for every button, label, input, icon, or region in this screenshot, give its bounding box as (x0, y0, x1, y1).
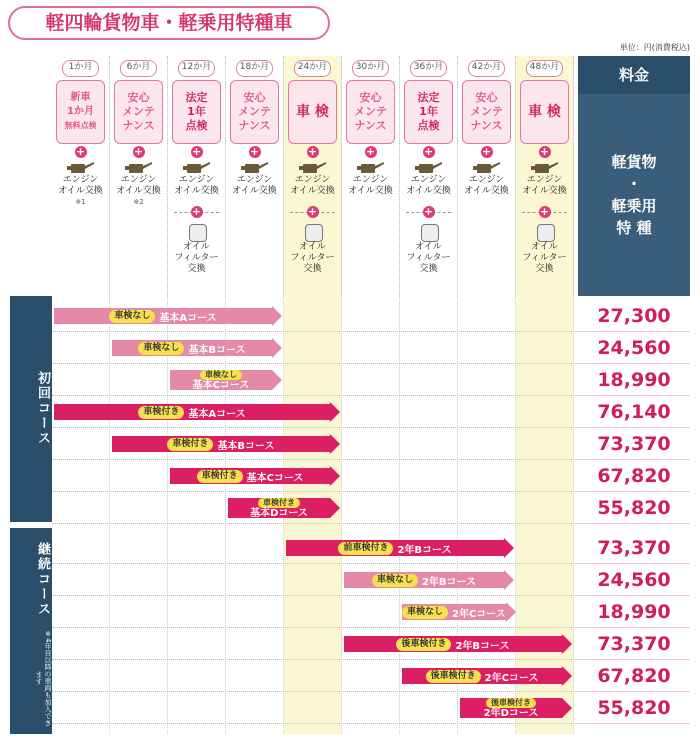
oil-filter-icon (537, 224, 555, 242)
arrow-head (504, 538, 514, 558)
course-tag: 車検付き (258, 498, 300, 508)
month-label: 12か月 (178, 60, 215, 77)
month-label: 30か月 (352, 60, 389, 77)
service-text: メンテ (470, 105, 503, 118)
schedule-column (284, 56, 342, 296)
course-arrow (228, 498, 340, 518)
service-text: 車 検 (296, 104, 329, 120)
filter-change-label (516, 242, 573, 275)
first-course-text: 初回コース (35, 371, 50, 446)
oil-change-text: オイル交換 (58, 186, 103, 196)
oil-change-text: オイル交換 (174, 186, 219, 196)
course-arrow-body (54, 404, 330, 420)
course-label: 2年Cコース (452, 608, 506, 620)
service-text: 点検 (417, 119, 440, 132)
oil-change-text: エンジン (62, 175, 99, 185)
service-text: 無料点検 (64, 121, 97, 130)
service-text: メンテ (354, 105, 387, 118)
price-category-line: 軽貨物 (611, 153, 657, 171)
course-label: 2年Dコース (483, 707, 539, 719)
plus-icon: + (191, 145, 202, 158)
course-tag: 車検付き (197, 470, 243, 483)
service-text: 点検 (185, 119, 208, 132)
filter-change-text: フィルター (522, 253, 567, 263)
service-box (346, 80, 395, 144)
course-price: 67,820 (578, 660, 690, 692)
course-label: 基本Aコース (159, 312, 217, 324)
schedule-column (400, 56, 458, 296)
arrow-head (330, 466, 340, 486)
arrow-head (330, 498, 340, 518)
service-text: 安心 (243, 91, 266, 104)
course-arrow-body (286, 540, 504, 556)
oil-change-text: オイル交換 (290, 186, 335, 196)
arrow-head (272, 306, 282, 326)
service-box (520, 80, 569, 144)
course-arrow (344, 570, 514, 590)
oil-change-text: オイル交換 (464, 186, 509, 196)
course-arrow (344, 634, 572, 654)
course-price: 18,990 (578, 596, 690, 628)
course-arrow (54, 306, 282, 326)
service-box (462, 80, 511, 144)
oil-change-label (110, 175, 167, 208)
course-tag: 前車検付き (338, 542, 393, 555)
schedule-column (168, 56, 226, 296)
filter-change-text: オイル (531, 242, 558, 252)
schedule-column (52, 56, 110, 296)
oil-change-text: エンジン (178, 175, 215, 185)
course-tag: 後車検付き (396, 638, 451, 651)
month-label: 48か月 (526, 60, 563, 77)
plus-icon: + (249, 145, 260, 158)
oil-change-label (516, 175, 573, 197)
course-arrow (170, 370, 282, 390)
course-price: 18,990 (578, 364, 690, 396)
service-text: 安心 (127, 91, 150, 104)
filter-change-text: 交換 (535, 264, 554, 274)
course-arrow (460, 698, 572, 718)
service-text: 1年 (419, 105, 438, 118)
unit-note: 単位：円(消費税込) (619, 43, 690, 52)
course-arrow (54, 402, 340, 422)
continue-course-label (10, 528, 52, 734)
arrow-head (562, 666, 572, 686)
service-text: 安心 (359, 91, 382, 104)
month-label: 42か月 (468, 60, 505, 77)
course-price: 73,370 (578, 628, 690, 660)
plus-icon: + (539, 205, 550, 218)
course-tag: 車検なし (372, 574, 418, 587)
course-price: 24,560 (578, 564, 690, 596)
price-category-line: 特 種 (616, 219, 652, 237)
course-arrow-body (402, 604, 506, 620)
filter-change-label (400, 242, 457, 275)
course-price: 73,370 (578, 428, 690, 460)
course-tag: 車検付き (138, 406, 184, 419)
plus-icon: + (365, 145, 376, 158)
arrow-head (272, 338, 282, 358)
course-tag: 後車検付き (426, 670, 481, 683)
course-arrow-body (344, 572, 504, 588)
service-text: 車 検 (528, 104, 561, 120)
course-price: 27,300 (578, 300, 690, 332)
oil-change-label (458, 175, 515, 197)
oil-note: ※1 (75, 198, 86, 206)
plus-icon: + (423, 205, 434, 218)
course-label: 基本Cコース (246, 472, 304, 484)
continue-course-text: 継続コース (35, 542, 50, 617)
course-arrow (112, 338, 282, 358)
filter-change-text: オイル (183, 242, 210, 252)
month-label: 36か月 (410, 60, 447, 77)
filter-change-text: オイル (415, 242, 442, 252)
course-label: 2年Bコース (397, 544, 452, 556)
course-price: 76,140 (578, 396, 690, 428)
course-label: 基本Bコース (217, 440, 275, 452)
service-box (172, 80, 221, 144)
course-tag: 車検なし (109, 310, 155, 323)
month-label: 1か月 (62, 60, 99, 77)
oil-change-text: エンジン (352, 175, 389, 185)
oil-change-text: エンジン (120, 175, 157, 185)
course-label: 2年Cコース (484, 672, 539, 684)
oil-change-text: オイル交換 (406, 186, 451, 196)
oil-filter-icon (421, 224, 439, 242)
oil-can-icon (357, 160, 385, 174)
course-arrow-body (344, 636, 562, 652)
oil-change-text: オイル交換 (116, 186, 161, 196)
arrow-head (506, 602, 516, 622)
plus-icon: + (423, 145, 434, 158)
service-text: 新車 (70, 92, 91, 103)
oil-change-label (226, 175, 283, 197)
oil-change-label (284, 175, 341, 197)
oil-change-text: エンジン (468, 175, 505, 185)
first-course-label (10, 296, 52, 522)
oil-change-text: エンジン (410, 175, 447, 185)
filter-change-label (168, 242, 225, 275)
course-row (52, 364, 578, 396)
service-text: 1年 (187, 105, 206, 118)
schedule-column (226, 56, 284, 296)
oil-can-icon (183, 160, 211, 174)
price-category (578, 94, 690, 296)
filter-change-text: 交換 (187, 264, 206, 274)
oil-change-label (342, 175, 399, 197)
course-label: 基本Aコース (188, 408, 246, 420)
course-label: 2年Bコース (455, 640, 510, 652)
course-price: 73,370 (578, 532, 690, 564)
plus-icon: + (481, 145, 492, 158)
plus-icon: + (133, 145, 144, 158)
filter-change-text: フィルター (290, 253, 335, 263)
plus-icon: + (75, 145, 86, 158)
filter-change-text: オイル (299, 242, 326, 252)
course-arrow (170, 466, 340, 486)
service-text: 1か月 (67, 106, 94, 117)
filter-change-text: フィルター (406, 253, 451, 263)
arrow-head (272, 370, 282, 390)
schedule-column (110, 56, 168, 296)
oil-filter-icon (305, 224, 323, 242)
service-text: 安心 (475, 91, 498, 104)
course-tag: 車検付き (167, 438, 213, 451)
oil-can-icon (241, 160, 269, 174)
course-arrow-body (460, 698, 562, 718)
oil-can-icon (531, 160, 559, 174)
course-tag: 車検なし (402, 606, 448, 619)
service-box (114, 80, 163, 144)
service-text: 法定 (185, 91, 208, 104)
service-text: メンテ (238, 105, 271, 118)
course-tag: 後車検付き (486, 698, 536, 708)
course-arrow-body (112, 340, 272, 356)
course-arrow-body (54, 308, 272, 324)
oil-can-icon (415, 160, 443, 174)
plus-icon: + (191, 205, 202, 218)
course-arrow-body (112, 436, 330, 452)
course-arrow-body (402, 668, 562, 684)
continue-course-note: ※4年目以降の車両も加入できます (35, 629, 52, 727)
oil-change-text: エンジン (526, 175, 563, 185)
schedule-column (516, 56, 574, 296)
oil-can-icon (125, 160, 153, 174)
schedule-column (342, 56, 400, 296)
service-text: ナンス (470, 119, 503, 132)
service-text: 法定 (417, 91, 440, 104)
price-header: 料金 (578, 56, 690, 94)
oil-can-icon (473, 160, 501, 174)
arrow-head (562, 698, 572, 718)
oil-change-label (400, 175, 457, 197)
price-category-line: 軽乗用 (611, 197, 657, 215)
plus-icon: + (307, 145, 318, 158)
filter-change-text: 交換 (419, 264, 438, 274)
oil-change-text: オイル交換 (232, 186, 277, 196)
month-label: 6か月 (120, 60, 157, 77)
service-box (404, 80, 453, 144)
course-arrow-body (228, 498, 330, 518)
oil-can-icon (299, 160, 327, 174)
course-tag: 車検なし (200, 370, 242, 380)
oil-change-label (168, 175, 225, 197)
price-category-line: ・ (626, 175, 642, 193)
course-label: 2年Bコース (421, 576, 477, 588)
course-arrow (286, 538, 514, 558)
arrow-head (330, 402, 340, 422)
service-text: ナンス (238, 119, 271, 132)
arrow-head (504, 570, 514, 590)
service-box (230, 80, 279, 144)
service-text: ナンス (354, 119, 387, 132)
arrow-head (562, 634, 572, 654)
oil-change-label (52, 175, 109, 208)
course-arrow-body (170, 468, 330, 484)
filter-change-text: 交換 (303, 264, 322, 274)
course-tag: 車検なし (138, 342, 184, 355)
month-label: 18か月 (236, 60, 273, 77)
filter-change-label (284, 242, 341, 275)
filter-change-text: フィルター (174, 253, 219, 263)
plus-icon: + (539, 145, 550, 158)
course-price: 55,820 (578, 692, 690, 724)
service-text: ナンス (122, 119, 155, 132)
plus-icon: + (307, 205, 318, 218)
course-arrow (112, 434, 340, 454)
oil-can-icon (67, 160, 95, 174)
month-label: 24か月 (294, 60, 331, 77)
oil-change-text: エンジン (236, 175, 273, 185)
oil-change-text: エンジン (294, 175, 331, 185)
course-arrow (402, 602, 514, 622)
oil-change-text: オイル交換 (522, 186, 567, 196)
arrow-head (330, 434, 340, 454)
course-price: 55,820 (578, 492, 690, 524)
course-price: 67,820 (578, 460, 690, 492)
oil-note: ※2 (133, 198, 144, 206)
oil-filter-icon (189, 224, 207, 242)
service-box (288, 80, 337, 144)
course-arrow (402, 666, 572, 686)
course-arrow-body (170, 370, 272, 390)
schedule-column (458, 56, 516, 296)
course-label: 基本Cコース (192, 379, 250, 391)
course-price: 24,560 (578, 332, 690, 364)
page-title: 軽四輪貨物車・軽乗用特種車 (8, 6, 330, 40)
course-label: 基本Dコース (250, 507, 308, 519)
service-text: メンテ (122, 105, 155, 118)
service-box (56, 80, 105, 144)
course-label: 基本Bコース (188, 344, 246, 356)
oil-change-text: オイル交換 (348, 186, 393, 196)
